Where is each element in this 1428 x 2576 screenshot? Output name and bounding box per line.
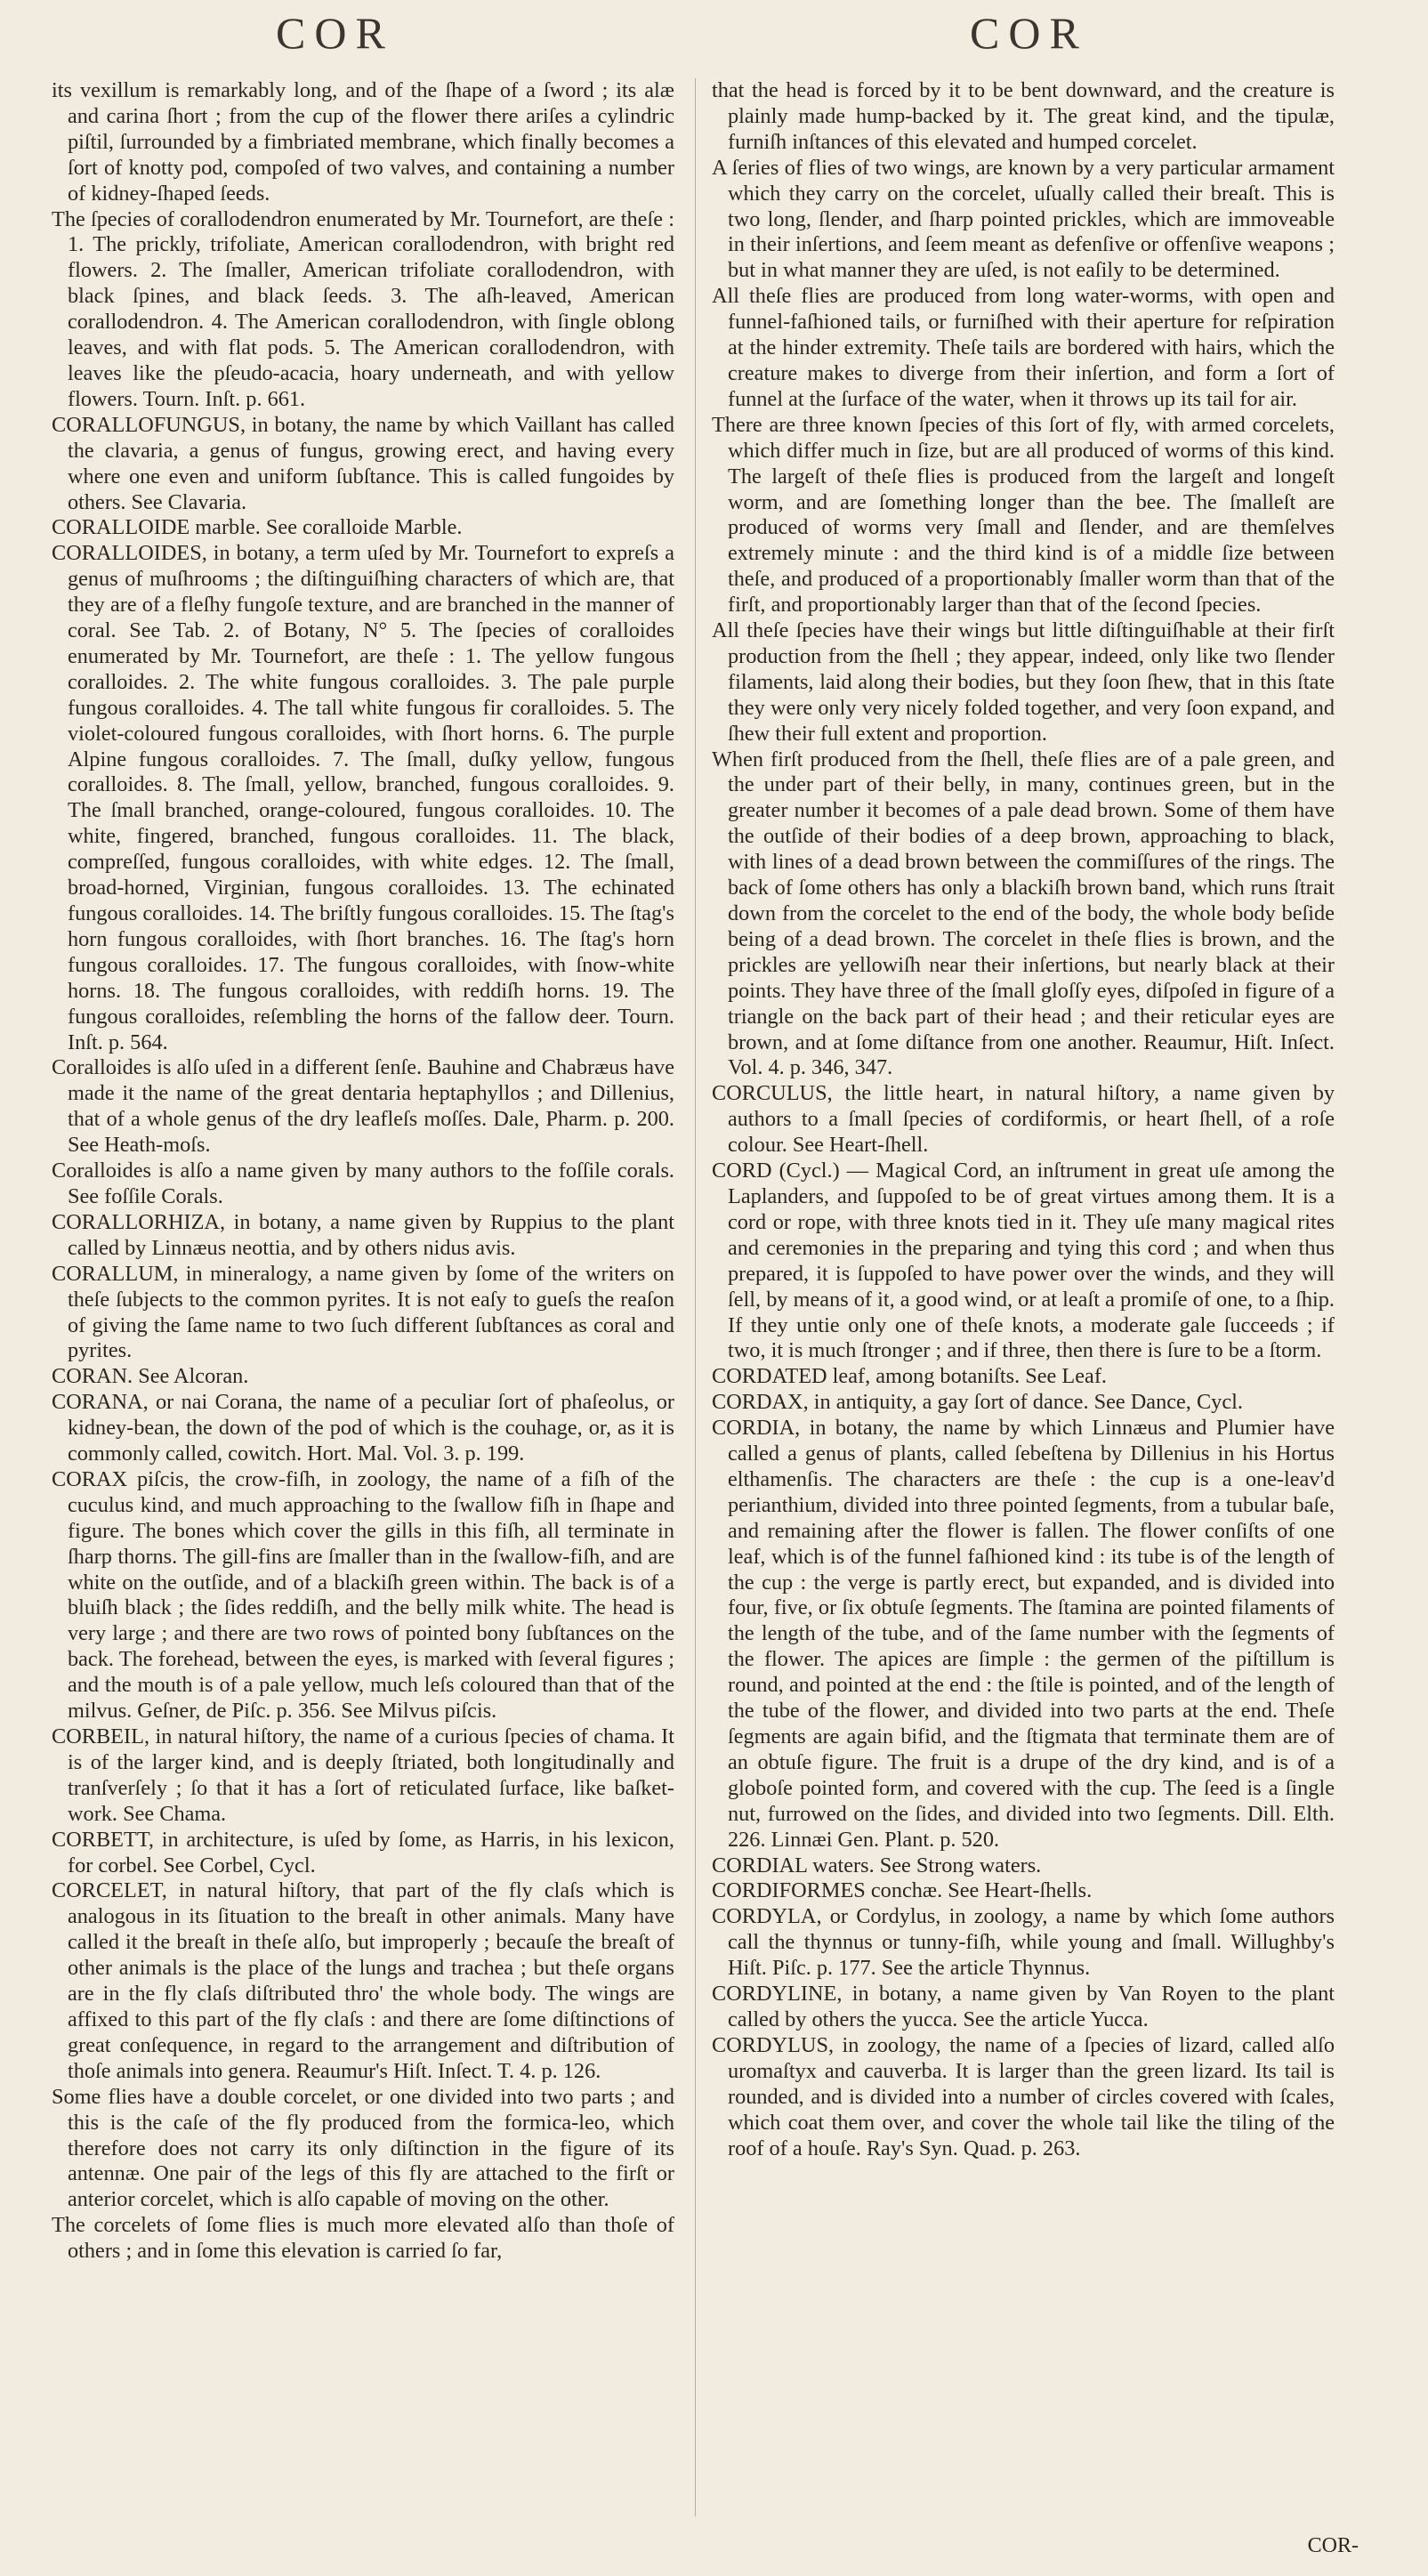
running-head-right: COR <box>970 8 1088 58</box>
dictionary-entry: CORDYLA, or Cordylus, in zoology, a name by which ſome authors call the thynnus or tunny-fiſh, while young and ſmall. Willughby's Hiſt. Piſc. p. 177. See the article Thynnus. <box>712 1904 1335 1981</box>
dictionary-entry: The corcelets of ſome flies is much more elevated alſo than thoſe of others ; and in ſome this elevation is carried ſo far, <box>52 2213 674 2264</box>
dictionary-entry: Some flies have a double corcelet, or one divided into two parts ; and this is the caſe of the fly produced from the formica-leo, which therefore does not carry its only diſtinction in the figure of its antennæ. One pair of the legs of this fly are attached to the firſt or anterior corcelet, which is alſo capable of moving on the other. <box>52 2084 674 2212</box>
dictionary-entry: CORCULUS, the little heart, in natural hiſtory, a name given by authors to a ſmall ſpecies of cordiformis, or heart ſhell, of a roſe colour. See Heart-ſhell. <box>712 1081 1335 1158</box>
catchword: COR- <box>1307 2534 1359 2557</box>
dictionary-entry: that the head is forced by it to be bent downward, and the creature is plainly made hump-backed by it. The great kind, and the tipulæ, furniſh inſtances of this elevated and humped corcelet. <box>712 78 1335 154</box>
dictionary-entry: CORD (Cycl.) — Magical Cord, an inſtrument in great uſe among the Laplanders, and ſuppoſed to be of great virtues among them. It is a cord or rope, with three knots tied in it. They uſe many magical rites and ceremonies in the preparing and tying this cord ; and when thus prepared, it is ſuppoſed to have power over the winds, and they will ſell, by means of it, a good wind, or at leaſt a promiſe of one, to a ſhip. If they untie only one of theſe knots, a moderate gale ſucceeds ; if two, it is much ſtronger ; and if three, then there is ſure to be a ſtorm. <box>712 1159 1335 1363</box>
dictionary-entry: CORBETT, in architecture, is uſed by ſome, as Harris, in his lexicon, for corbel. See Corbel, Cycl. <box>52 1827 674 1877</box>
dictionary-entry: its vexillum is remarkably long, and of the ſhape of a ſword ; its alæ and carina ſhort ; from the cup of the flower there ariſes a cylindric piſtil, ſurrounded by a fimbriated membrane, which finally becomes a ſort of knotty pod, compoſed of two valves, and containing a number of kidney-ſhaped ſeeds. <box>52 78 674 206</box>
dictionary-entry: CORALLOIDE marble. See coralloide Marble. <box>52 515 463 540</box>
dictionary-entry: CORCELET, in natural hiſtory, that part of the fly claſs which is analogous in its ſituation to the breaſt in other animals. Many have called it the breaſt in theſe alſo, but improperly ; becauſe the breaſt of other animals is the place of the lungs and trachea ; but theſe organs are in the fly claſs diſtributed thro' the whole body. The wings are affixed to this part of the fly claſs : and there are ſome diſtinctions of great conſequence, in regard to the arrangement and diſtribution of thoſe animals into genera. Reaumur's Hiſt. Inſect. T. 4. p. 126. <box>52 1878 674 2083</box>
dictionary-entry: CORBEIL, in natural hiſtory, the name of a curious ſpecies of chama. It is of the larger kind, and is deeply ſtriated, both longitudinally and tranſverſely ; ſo that it has a ſort of reticulated ſurface, like baſket-work. See Chama. <box>52 1724 674 1826</box>
dictionary-entry: CORAX piſcis, the crow-fiſh, in zoology, the name of a fiſh of the cuculus kind, and much approaching to the ſwallow fiſh in ſhape and figure. The bones which cover the gills in this fiſh, all terminate in ſharp thorns. The gill-fins are ſmaller than in the ſwallow-fiſh, and are white on the outſide, and of a blackiſh green within. The back is of a bluiſh black ; the ſides reddiſh, and the belly milk white. The head is very large ; and there are two rows of pointed bony ſubſtances on the back. The forehead, between the eyes, is marked with ſeveral figures ; and the mouth is of a pale yellow, much leſs coloured than that of the milvus. Geſner, de Piſc. p. 356. See Milvus piſcis. <box>52 1466 674 1724</box>
dictionary-entry: A ſeries of flies of two wings, are known by a very particular armament which they carry on the corcelet, uſually called their breaſt. This is two long, ſlender, and ſharp pointed prickles, which are immoveable in their inſertions, and ſeem meant as defenſive or offenſive weapons ; but in what manner they are uſed, is not eaſily to be determined. <box>712 155 1335 283</box>
dictionary-entry: CORDIA, in botany, the name by which Linnæus and Plumier have called a genus of plants, called ſebeſtena by Dillenius in his Hortus elthamenſis. The characters are theſe : the cup is a one-leav'd perianthium, divided into three pointed ſegments, from a tubular baſe, and remaining after the flower is fallen. The flower conſiſts of one leaf, which is of the funnel faſhioned kind : its tube is of the length of the cup : the verge is partly erect, but expanded, and is divided into four, five, or ſix obtuſe ſegments. The ſtamina are pointed filaments of the length of the tube, and of the ſame number with the ſegments of the flower. The apices are ſimple : the germen of the piſtillum is round, and pointed at the end : the ſtile is pointed, and of the length of the tube of the flower, and divided into two parts at the end. Theſe ſegments are again bifid, and the ſtigmata that terminate them are of an obtuſe figure. The fruit is a drupe of the dry kind, and is of a globoſe pointed form, and covered with the cup. The ſeed is a ſingle nut, furrowed on the ſides, and divided into two ſegments. Dill. Elth. 226. Linnæi Gen. Plant. p. 520. <box>712 1416 1335 1852</box>
dictionary-entry: CORDIAL waters. See Strong waters. <box>712 1853 1042 1877</box>
dictionary-entry: Coralloides is alſo a name given by many authors to the foſſile corals. See foſſile Corals. <box>52 1159 674 1208</box>
dictionary-entry: All theſe ſpecies have their wings but little diſtinguiſhable at their firſt production from the ſhell ; they appear, indeed, only like two ſlender filaments, laid along their bodies, but they ſoon ſhew, that in this ſtate they were only very nicely folded together, and very ſoon expand, and ſhew their full extent and proportion. <box>712 618 1335 746</box>
dictionary-entry: All theſe flies are produced from long water-worms, with open and funnel-faſhioned tails, or furniſhed with their aperture for reſpiration at the hinder extremity. Theſe tails are bordered with hairs, which the creature makes to diverge from their inſertion, and form a ſort of funnel at the ſurface of the water, when it throws up its tail for air. <box>712 284 1335 411</box>
column-divider <box>695 78 696 2516</box>
dictionary-entry: When firſt produced from the ſhell, theſe flies are of a pale green, and the under part of their belly, in many, continues green, but in the greater number it becomes of a pale dead brown. Some of them have the outſide of their bodies of a deep brown, approaching to black, with lines of a dead brown between the commiſſures of the rings. The back of ſome others has only a blackiſh brown band, which runs ſtrait down from the corcelet to the end of the body, the whole body beſide being of a dead brown. The corcelet in theſe flies is brown, and the prickles are yellowiſh near their inſertions, but nearly black at their points. They have three of the ſmall gloſſy eyes, diſpoſed in figure of a triangle on the back part of their head ; and their reticular eyes are brown, and at ſome diſtance from one another. Reaumur, Hiſt. Inſect. Vol. 4. p. 346, 347. <box>712 747 1335 1080</box>
dictionary-entry: CORDATED leaf, among botaniſts. See Leaf. <box>712 1364 1107 1389</box>
dictionary-entry: CORALLOFUNGUS, in botany, the name by which Vaillant has called the clavaria, a genus of fungus, growing erect, and having every where one even and uniform ſubſtance. This is called fungoides by others. See Clavaria. <box>52 412 674 514</box>
running-head <box>0 7 1428 61</box>
dictionary-entry: CORDYLUS, in zoology, the name of a ſpecies of lizard, called alſo uromaſtyx and cauverba. It is larger than the green lizard. Its tail is rounded, and is divided into a number of circles covered with ſcales, which coat them over, and cover the whole tail like the tiling of the roof of a houſe. Ray's Syn. Quad. p. 263. <box>712 2032 1335 2160</box>
dictionary-entry: Coralloides is alſo uſed in a different ſenſe. Bauhine and Chabræus have made it the name of the great dentaria heptaphyllos ; and Dillenius, that of a whole genus of the dry leafleſs moſſes. Dale, Pharm. p. 200. See Heath-moſs. <box>52 1055 674 1158</box>
dictionary-entry: CORALLOIDES, in botany, a term uſed by Mr. Tournefort to expreſs a genus of muſhrooms ; the diſtinguiſhing characters of which are, that they are of a fleſhy fungoſe texture, and are branched in the manner of coral. See Tab. 2. of Botany, N° 5. The ſpecies of coralloides enumerated by Mr. Tournefort, are theſe : 1. The yellow fungous coralloides. 2. The white fungous coralloides. 3. The pale purple fungous coralloides. 4. The tall white fungous fir coralloides. 5. The violet-coloured fungous coralloides, with ſhort horns. 6. The purple Alpine fungous coralloides. 7. The ſmall, duſky yellow, fungous coralloides. 8. The ſmall, yellow, branched, fungous coralloides. 9. The ſmall branched, orange-coloured, fungous coralloides. 10. The white, fingered, branched, fungous coralloides. 11. The black, compreſſed, fungous coralloides, with white edges. 12. The ſmall, broad-horned, Virginian, fungous coralloides. 13. The echinated fungous coralloides. 14. The briſtly fungous coralloides. 15. The ſtag's horn fungous coralloides, with ſhort branches. 16. The ſtag's horn fungous coralloides. 17. The fungous coralloides, with ſnow-white horns. 18. The fungous coralloides, with reddiſh horns. 19. The fungous coralloides, reſembling the horns of the fallow deer. Tourn. Inſt. p. 564. <box>52 541 674 1054</box>
dictionary-entry: There are three known ſpecies of this ſort of fly, with armed corcelets, which differ much in ſize, but are all produced of worms of this kind. The largeſt of theſe flies is produced from the largeſt and longeſt worm, and are ſomething longer than the bee. The ſmalleſt are produced of worms very ſmall and ſlender, and are themſelves extremely minute : and the third kind is of a middle ſize between theſe, and produced of a proportionably ſmaller worm than that of the firſt, and proportionably larger than that of the ſecond ſpecies. <box>712 412 1335 618</box>
right-column <box>712 78 1335 2161</box>
running-head-left: COR <box>276 8 394 58</box>
dictionary-entry: CORALLUM, in mineralogy, a name given by ſome of the writers on theſe ſubjects to the common pyrites. It is not eaſy to gueſs the reaſon of giving the ſame name to two ſuch different ſubſtances as coral and pyrites. <box>52 1261 674 1363</box>
dictionary-entry: CORDAX, in antiquity, a gay ſort of dance. See Dance, Cycl. <box>712 1390 1243 1415</box>
dictionary-entry: CORALLORHIZA, in botany, a name given by Ruppius to the plant called by Linnæus neottia, and by others nidus avis. <box>52 1209 674 1260</box>
left-column <box>52 78 674 2265</box>
dictionary-entry: CORDYLINE, in botany, a name given by Van Royen to the plant called by others the yucca. See the article Yucca. <box>712 1982 1335 2031</box>
dictionary-entry: The ſpecies of corallodendron enumerated by Mr. Tournefort, are theſe : 1. The prickly, trifoliate, American corallodendron, with bright red flowers. 2. The ſmaller, American trifoliate corallodendron, with black ſpines, and black ſeeds. 3. The aſh-leaved, American corallodendron. 4. The American corallodendron, with ſingle oblong leaves, and with flat pods. 5. The American corallodendron, with leaves like the pſeudo-acacia, hoary underneath, and with yellow flowers. Tourn. Inſt. p. 661. <box>52 206 674 411</box>
dictionary-entry: CORAN. See Alcoran. <box>52 1364 249 1389</box>
dictionary-entry: CORANA, or nai Corana, the name of a peculiar ſort of phaſeolus, or kidney-bean, the down of the pod of which is the couhage, or, as it is commonly called, cowitch. Hort. Mal. Vol. 3. p. 199. <box>52 1390 674 1466</box>
dictionary-entry: CORDIFORMES conchæ. See Heart-ſhells. <box>712 1878 1093 1903</box>
